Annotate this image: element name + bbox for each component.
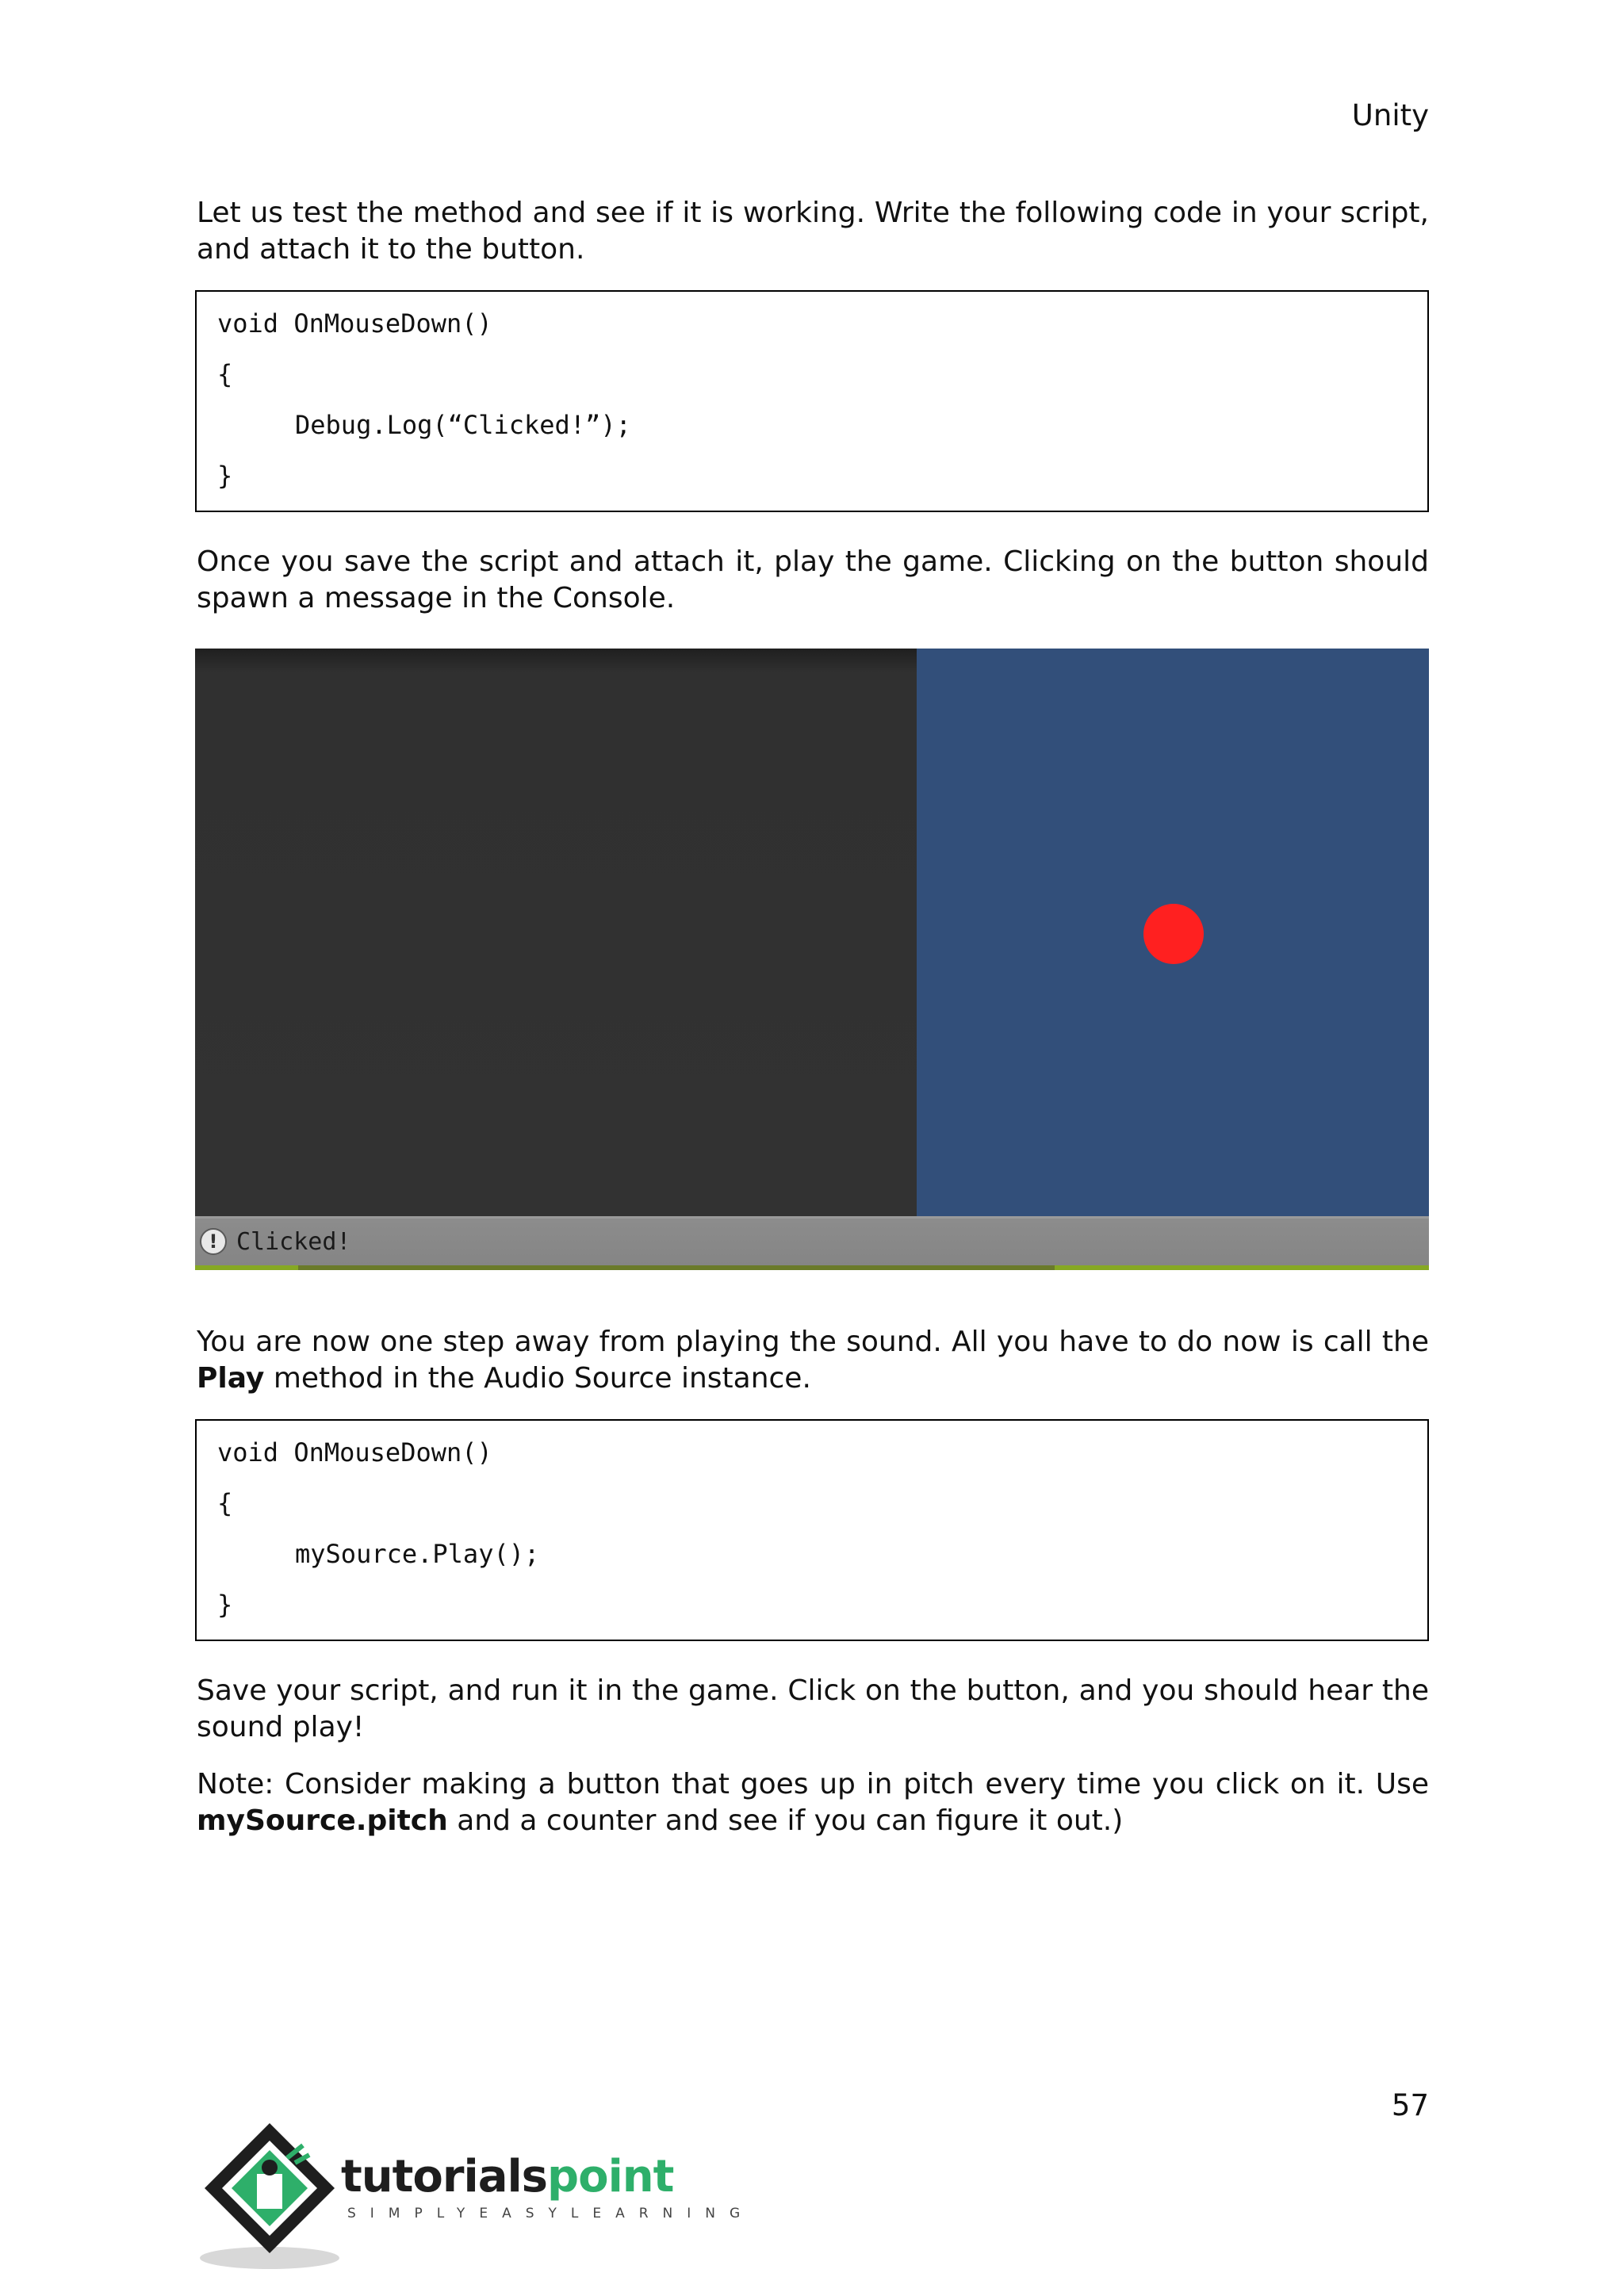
logo-wordmark xyxy=(341,2152,673,2202)
paragraph-save-run: Save your script, and run it in the game. Click on the button, and you should hear the sound play! xyxy=(197,1674,1429,1743)
code-line: void OnMouseDown() xyxy=(217,1437,492,1468)
running-header: Unity xyxy=(1351,98,1429,132)
paragraph-play-game: Once you save the script and attach it, play the game. Clicking on the button should spawn a message in the Console. xyxy=(197,545,1429,614)
paragraph-intro: Let us test the method and see if it is working. Write the following code in your script, and attach it to the button. xyxy=(197,197,1429,266)
code-line: Debug.Log(“Clicked!”); xyxy=(295,410,631,440)
paragraph-play-method xyxy=(197,1324,1429,1397)
code-line: mySource.Play(); xyxy=(295,1539,540,1569)
code-line: void OnMouseDown() xyxy=(217,308,492,339)
logo-word-part: point xyxy=(547,2151,674,2202)
paragraph-note xyxy=(197,1766,1429,1839)
code-line: } xyxy=(217,461,233,491)
paragraph-text: You are now one step away from playing the sound. All you have to do now is call the xyxy=(197,1326,1429,1358)
bold-term-pitch: mySource.pitch xyxy=(197,1804,448,1837)
scene-dark-panel xyxy=(195,649,917,1216)
code-block-play xyxy=(195,1419,1429,1641)
code-block-debug-log xyxy=(195,290,1429,512)
progress-strip xyxy=(195,1265,1429,1270)
warning-icon: ! xyxy=(200,1228,227,1255)
console-message: Clicked! xyxy=(236,1228,351,1256)
code-line: { xyxy=(217,359,233,389)
logo-word-part: tutorials xyxy=(341,2151,548,2202)
tutorialspoint-logo xyxy=(193,2117,755,2275)
red-circle-button[interactable] xyxy=(1143,904,1204,964)
logo-tagline: SIMPLYEASYLEARNING xyxy=(347,2206,755,2221)
paragraph-text: and a counter and see if you can figure it out.) xyxy=(447,1804,1124,1837)
bold-term-play: Play xyxy=(197,1362,265,1395)
console-status-bar xyxy=(195,1216,1429,1265)
code-line: { xyxy=(217,1488,233,1518)
paragraph-text: method in the Audio Source instance. xyxy=(264,1362,811,1395)
paragraph-text: Note: Consider making a button that goes up in pitch every time you click on it. Use xyxy=(197,1768,1429,1800)
logo-emblem-icon xyxy=(193,2117,352,2275)
page-number: 57 xyxy=(1391,2088,1429,2122)
game-view-screenshot xyxy=(195,649,1429,1270)
progress-segment-left xyxy=(195,1265,298,1270)
code-line: } xyxy=(217,1590,233,1620)
progress-segment-right xyxy=(1055,1265,1429,1270)
